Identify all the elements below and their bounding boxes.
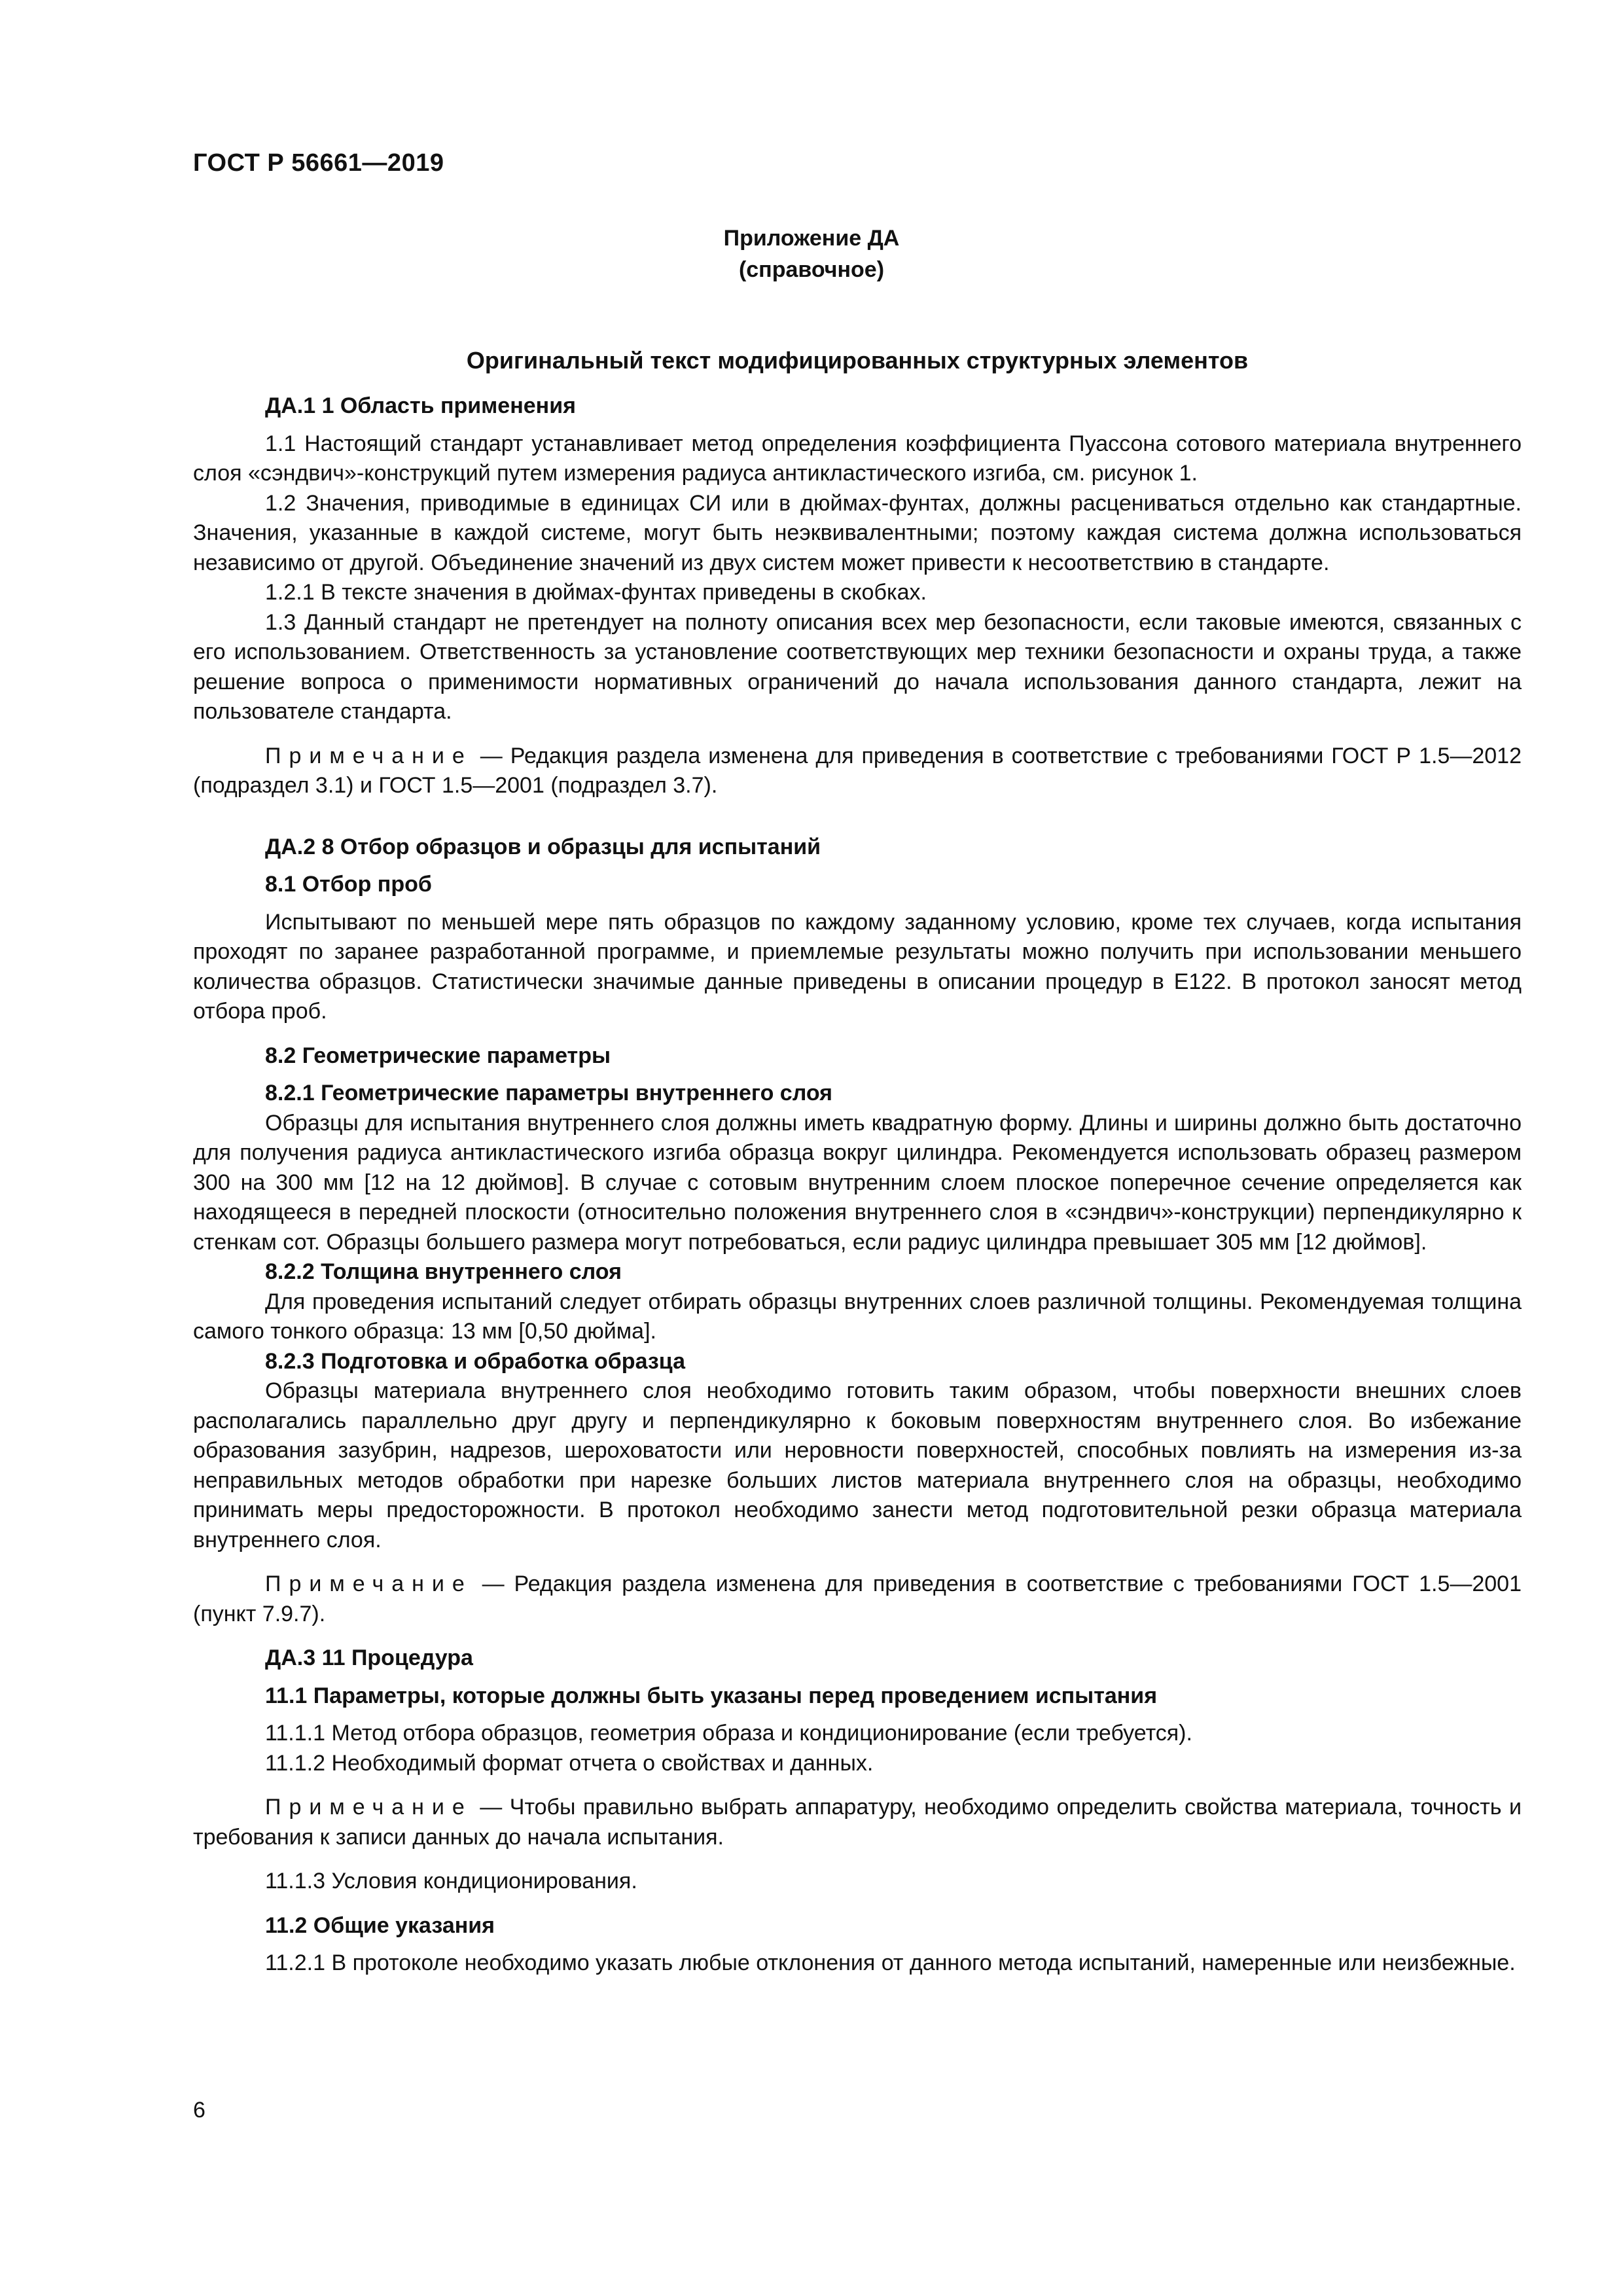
main-title: Оригинальный текст модифицированных структурных элементов [466,347,1249,374]
subsection-heading-8-2-3: 8.2.3 Подготовка и обработка образца [265,1348,686,1374]
paragraph-11-2-1: 11.2.1 В протоколе необходимо указать любые отклонения от данного метода испытаний, намеренные или неизбежные. [265,1950,1516,1975]
note-text: — Редакция раздела изменена для приведения в соответствие с требованиями ГОСТ 1.5—2001 (пункт 7.9.7). [193,1571,1522,1626]
paragraph-8-2-3: Образцы материала внутреннего слоя необходимо готовить таким образом, чтобы поверхности внешних слоев располагались параллельно друг другу и перпендикулярно к боковым поверхностям внутреннего слоя. Во избежание образования зазубрин, надрезов, шероховатости или неровности поверхностей, способных повлиять на измерения из-за неправильных методов обработки при нарезке больших листов материала внутреннего слоя на образцы, необходимо принимать меры предосторожности. В протокол необходимо занести метод подготовительной резки образца материала внутреннего слоя. [193,1378,1522,1552]
subsection-heading-8-2-1: 8.2.1 Геометрические параметры внутреннего слоя [265,1081,833,1105]
document-id: ГОСТ Р 56661—2019 [193,149,444,177]
paragraph-8-1: Испытывают по меньшей мере пять образцов по каждому заданному условию, кроме тех случаев, когда испытания проходят по заранее разработанной программе, и приемлемые результаты можно получить при использовании меньшего количества образцов. Статистически значимые данные приведены в описании процедур в E122. В протокол заносят метод отбора проб. [193,909,1522,1024]
note-text: — Редакция раздела изменена для приведения в соответствие с требованиями ГОСТ Р 1.5—2012 (подраздел 3.1) и ГОСТ 1.5—2001 (подраздел 3.7). [193,743,1522,798]
subsection-heading-8-2: 8.2 Геометрические параметры [265,1043,611,1068]
annex-title: Приложение ДА [723,226,900,251]
paragraph-1-2: 1.2 Значения, приводимые в единицах СИ или в дюймах-фунтах, должны расцениваться отдельно как стандартные. Значения, указанные в каждой системе, могут быть неэквивалентными; поэтому каждая система должна использоваться независимо от другой. Объединение значений из двух систем может привести к несоответствию в стандарте. [193,490,1522,575]
note-label: Примечание [265,743,473,768]
paragraph-1-3: 1.3 Данный стандарт не претендует на полноту описания всех мер безопасности, если таковые имеются, связанных с его использованием. Ответственность за установление соответствующих мер техники безопасности и охраны труда, а также решение вопроса о применимости нормативных ограничений до начала использования данного стандарта, лежит на пользователе стандарта. [193,609,1522,724]
section-heading-da3: ДА.3 11 Процедура [265,1645,473,1670]
note-text: — Чтобы правильно выбрать аппаратуру, необходимо определить свойства материала, точность и требования к записи данных до начала испытания. [193,1795,1522,1850]
page-number: 6 [193,2098,205,2123]
note-label: Примечание [265,1571,473,1596]
section-heading-da2: ДА.2 8 Отбор образцов и образцы для испытаний [265,834,821,859]
annex-status: (справочное) [738,257,885,282]
paragraph-8-2-1: Образцы для испытания внутреннего слоя должны иметь квадратную форму. Длины и ширины должно быть достаточно для получения радиуса антикластического изгиба образца вокруг цилиндра. Рекомендуется использовать образец размером 300 на 300 мм [12 на 12 дюймов]. В случае с сотовым внутренним слоем плоское поперечное сечение определяется как находящееся в передней плоскости (относительно положения внутреннего слоя в «сэндвич»-конструкции) перпендикулярно к стенкам сот. Образцы большего размера могут потребоваться, если радиус цилиндра превышает 305 мм [12 дюймов]. [193,1110,1522,1255]
paragraph-8-2-2: Для проведения испытаний следует отбирать образцы внутренних слоев различной толщины. Рекомендуемая толщина самого тонкого образца: 13 мм [0,50 дюйма]. [193,1289,1522,1344]
paragraph-1-2-1: 1.2.1 В тексте значения в дюймах-фунтах приведены в скобках. [265,580,927,605]
subsection-heading-8-1: 8.1 Отбор проб [265,872,432,897]
paragraph-11-1-2: 11.1.2 Необходимый формат отчета о свойствах и данных. [265,1750,874,1776]
note-da1 [193,742,1522,801]
document-body [193,391,1522,1979]
paragraph-11-1-3: 11.1.3 Условия кондиционирования. [265,1869,637,1893]
note-label: Примечание [265,1795,473,1820]
paragraph-1-1: 1.1 Настоящий стандарт устанавливает метод определения коэффициента Пуассона сотового материала внутреннего слоя «сэндвич»-конструкций путем измерения радиуса антикластического изгиба, см. рисунок 1. [193,431,1522,486]
subsection-heading-11-1: 11.1 Параметры, которые должны быть указаны перед проведением испытания [265,1683,1158,1708]
section-heading-da1: ДА.1 1 Область применения [265,393,576,418]
paragraph-11-1-1: 11.1.1 Метод отбора образцов, геометрия образа и кондиционирование (если требуется). [265,1721,1192,1746]
subsection-heading-8-2-2: 8.2.2 Толщина внутреннего слоя [265,1259,622,1284]
subsection-heading-11-2: 11.2 Общие указания [265,1912,495,1938]
note-da3 [193,1793,1522,1852]
note-da2 [193,1570,1522,1629]
